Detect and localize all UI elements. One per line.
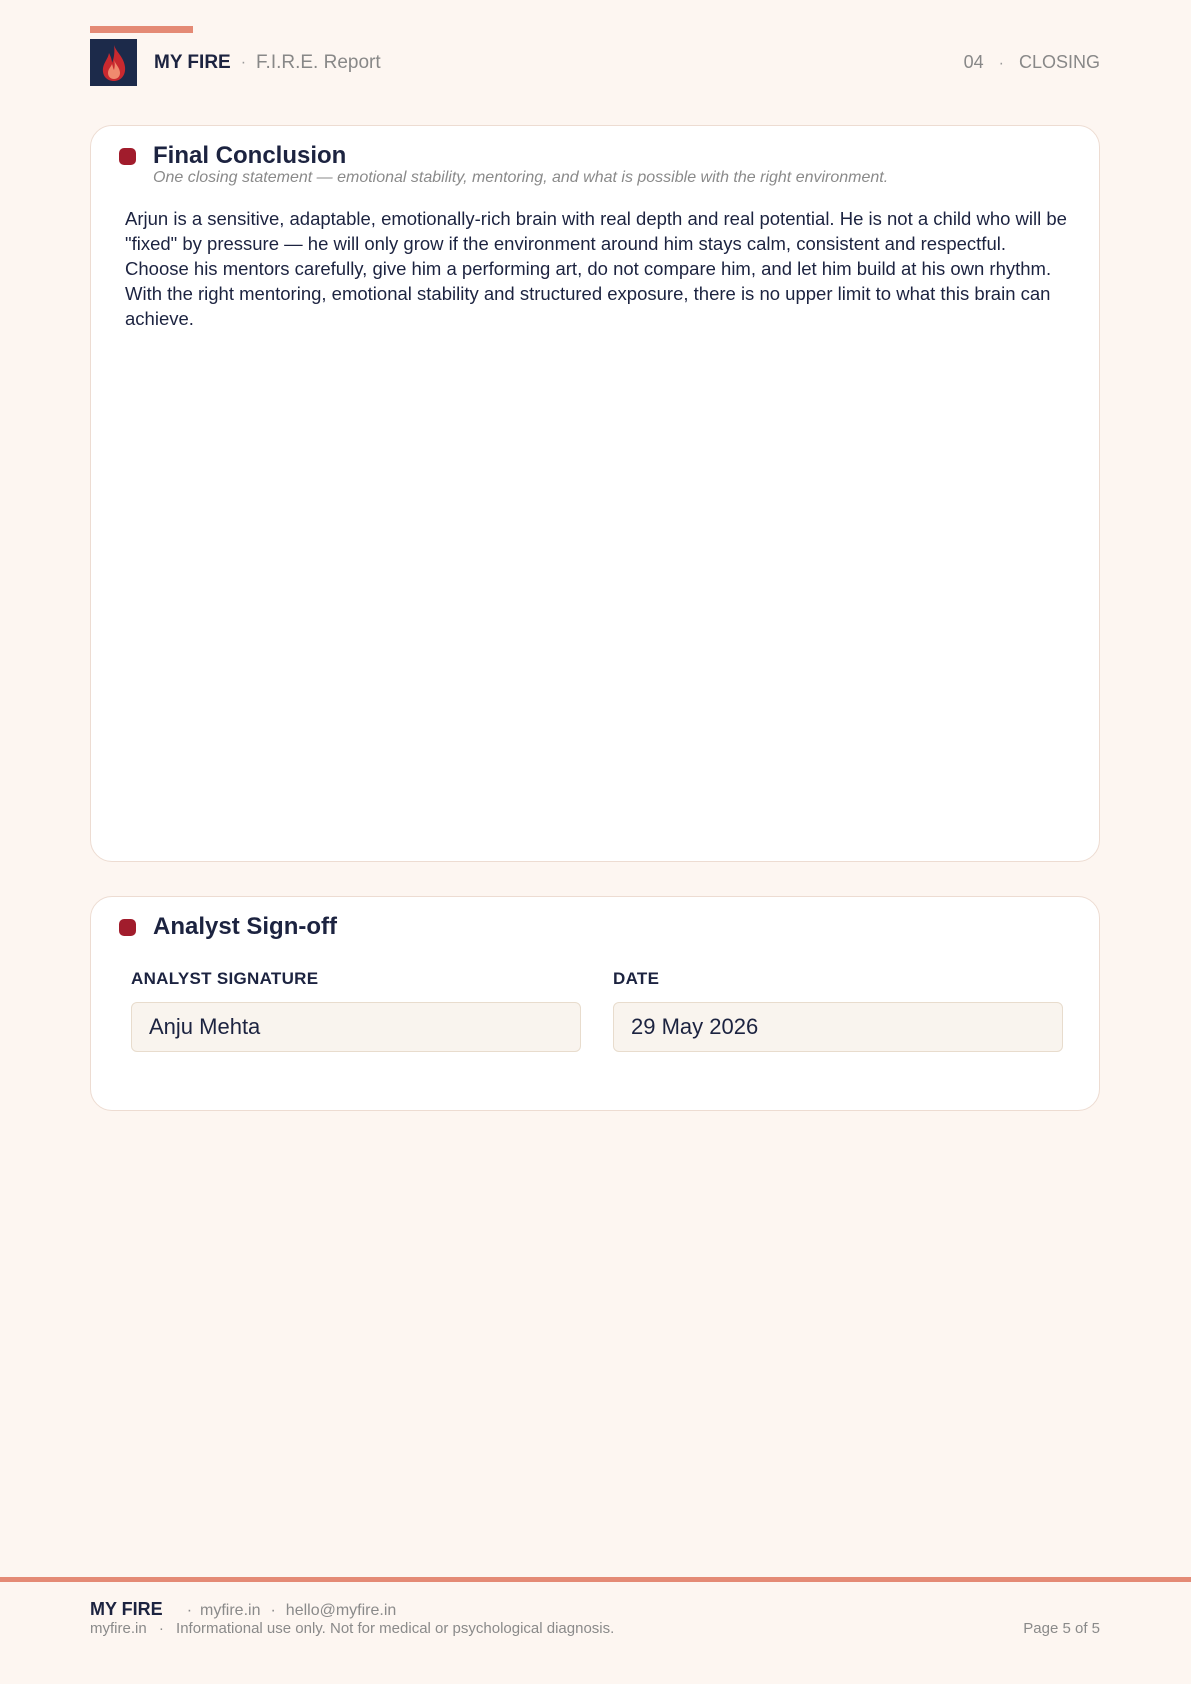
footer-site: myfire.in	[90, 1620, 147, 1637]
final-conclusion-subtitle: One closing statement — emotional stability, mentoring, and what is possible with the right environment.	[153, 169, 889, 186]
page-number: Page 5 of 5	[1023, 1620, 1100, 1637]
top-accent-bar	[90, 26, 193, 33]
analyst-signoff-header	[119, 913, 337, 941]
logo	[90, 39, 137, 86]
date-label: DATE	[613, 969, 660, 988]
final-conclusion-card	[90, 125, 1100, 862]
date-value: 29 May 2026	[613, 1002, 1063, 1052]
footer-disclaimer-line	[90, 1620, 614, 1637]
section-reference	[964, 52, 1100, 73]
brand-name: MY FIRE	[154, 51, 231, 73]
header-separator: ·	[240, 53, 247, 71]
final-conclusion-header	[119, 142, 346, 170]
section-bullet-icon	[119, 919, 136, 936]
signature-value: Anju Mehta	[131, 1002, 581, 1052]
flame-icon	[97, 43, 131, 83]
footer-rule	[0, 1577, 1191, 1582]
section-separator: ·	[998, 55, 1004, 72]
footer-contact	[90, 1599, 396, 1620]
footer-email-link[interactable]: hello@myfire.in	[285, 1602, 397, 1619]
analyst-signoff-title: Analyst Sign-off	[153, 913, 337, 940]
section-bullet-icon	[119, 148, 136, 165]
signature-field	[131, 969, 581, 1052]
section-name: CLOSING	[1018, 52, 1100, 72]
report-name: F.I.R.E. Report	[256, 51, 381, 73]
footer-separator: ·	[158, 1620, 164, 1637]
footer-website-link[interactable]: myfire.in	[200, 1602, 261, 1619]
footer-separator: ·	[186, 1602, 193, 1619]
final-conclusion-body: Arjun is a sensitive, adaptable, emotionally-rich brain with real depth and real potential. He is not a child who will be "fixed" by pressure — he will only grow if the environment around him stays calm, consistent and respectful. Choose his mentors carefully, give him a performing art, do not compare him, and let him build at his own rhythm. With the right mentoring, emotional stability and structured exposure, there is no upper limit to what this brain can achieve.	[125, 208, 1067, 329]
analyst-signoff-card	[90, 896, 1100, 1111]
footer-disclaimer: Informational use only. Not for medical or psychological diagnosis.	[176, 1620, 615, 1637]
final-conclusion-title: Final Conclusion	[153, 142, 347, 169]
date-field	[613, 969, 1063, 1052]
signature-label: ANALYST SIGNATURE	[131, 969, 319, 988]
footer-brand: MY FIRE	[90, 1599, 163, 1619]
page-header	[90, 39, 1100, 86]
section-number: 04	[963, 52, 984, 72]
footer-separator: ·	[270, 1602, 276, 1619]
